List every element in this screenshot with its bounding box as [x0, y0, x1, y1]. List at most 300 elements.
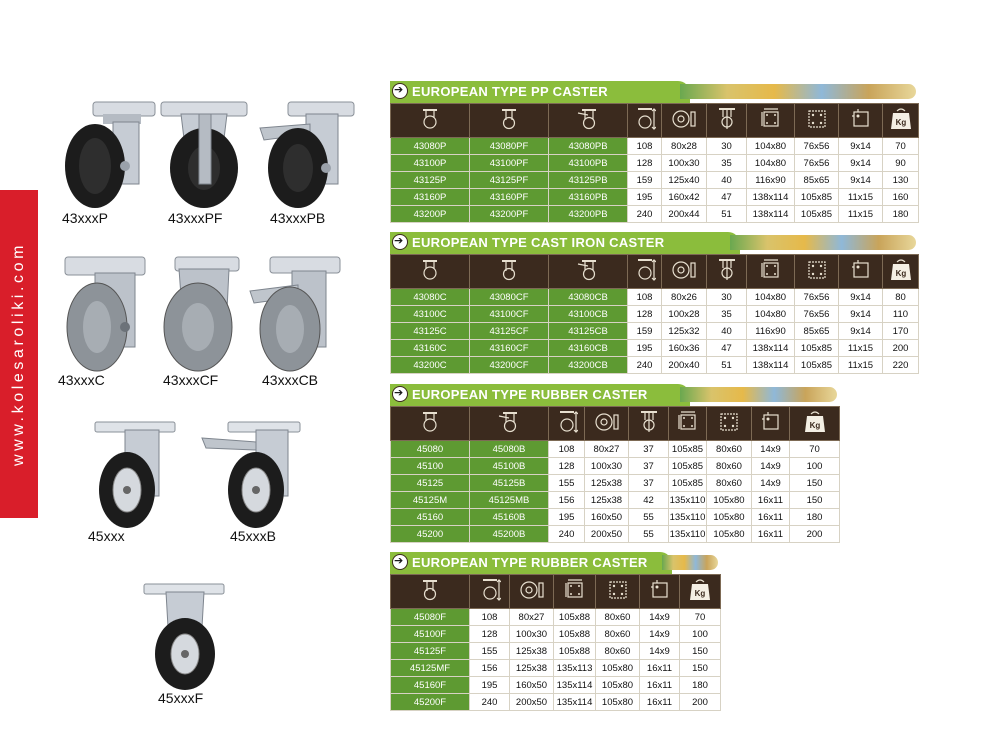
- caster-photo-43xxxCB: [248, 255, 348, 373]
- model-code-cell: 43080PB: [549, 138, 628, 155]
- caster-photo-43xxxPB: [258, 100, 363, 212]
- spec-value-cell: 128: [549, 458, 585, 475]
- spec-value-cell: 135x110: [669, 492, 707, 509]
- brake-caster-icon: [470, 407, 549, 441]
- table-row: [391, 306, 919, 323]
- table-title: EUROPEAN TYPE RUBBER CASTER: [412, 555, 648, 570]
- spec-value-cell: 116x90: [747, 172, 795, 189]
- spec-value-cell: 105x85: [795, 206, 839, 223]
- model-code-cell: 43160PF: [470, 189, 549, 206]
- model-code-cell: 43125CF: [470, 323, 549, 340]
- spec-table-cast-iron-caster: [390, 232, 918, 372]
- spec-value-cell: 104x80: [747, 289, 795, 306]
- spec-value-cell: 105x85: [669, 458, 707, 475]
- spec-value-cell: 125x40: [662, 172, 707, 189]
- table-banner: [390, 384, 839, 406]
- spec-value-cell: 104x80: [747, 138, 795, 155]
- load-kg-icon: [790, 407, 840, 441]
- table-row: [391, 694, 721, 711]
- spec-value-cell: 200x44: [662, 206, 707, 223]
- spec-value-cell: 70: [790, 441, 840, 458]
- fixed-caster-icon: [470, 255, 549, 289]
- spec-value-cell: 150: [790, 475, 840, 492]
- offset-icon: [707, 104, 747, 138]
- model-code-cell: 45125M: [391, 492, 470, 509]
- spec-value-cell: 37: [629, 458, 669, 475]
- caster-photo-43xxxPF: [157, 100, 252, 212]
- arrow-icon: [392, 386, 408, 402]
- spec-value-cell: 80x60: [596, 643, 640, 660]
- spec-value-cell: 51: [707, 206, 747, 223]
- plate-size-icon: [747, 104, 795, 138]
- spec-value-cell: 90: [883, 155, 919, 172]
- spec-value-cell: 125x32: [662, 323, 707, 340]
- model-code-cell: 43125PB: [549, 172, 628, 189]
- spec-value-cell: 105x80: [707, 509, 752, 526]
- spec-value-cell: 16x11: [752, 492, 790, 509]
- model-code-cell: 43160C: [391, 340, 470, 357]
- sidebar-banner: [0, 190, 38, 518]
- spec-value-cell: 9x14: [839, 172, 883, 189]
- model-code-cell: 45160B: [470, 509, 549, 526]
- spec-grid: [390, 103, 919, 223]
- spec-value-cell: 156: [549, 492, 585, 509]
- model-code-cell: 45080B: [470, 441, 549, 458]
- spec-value-cell: 200: [790, 526, 840, 543]
- spec-value-cell: 156: [470, 660, 510, 677]
- table-row: [391, 660, 721, 677]
- spec-value-cell: 55: [629, 509, 669, 526]
- bolt-hole-icon: [640, 575, 680, 609]
- product-label: 43xxxPB: [270, 210, 326, 226]
- model-code-cell: 43080CF: [470, 289, 549, 306]
- model-code-cell: 43200P: [391, 206, 470, 223]
- spec-value-cell: 108: [628, 289, 662, 306]
- table-banner: [390, 81, 918, 103]
- spec-value-cell: 105x80: [596, 694, 640, 711]
- spec-value-cell: 200: [680, 694, 721, 711]
- spec-value-cell: 240: [628, 357, 662, 374]
- model-code-cell: 45080F: [391, 609, 470, 626]
- model-code-cell: 43200CF: [470, 357, 549, 374]
- table-row: [391, 492, 840, 509]
- spec-value-cell: 130: [883, 172, 919, 189]
- hole-spacing-icon: [596, 575, 640, 609]
- model-code-cell: 45160F: [391, 677, 470, 694]
- table-banner: [390, 552, 720, 574]
- spec-value-cell: 37: [629, 441, 669, 458]
- spec-grid: [390, 574, 721, 711]
- spec-value-cell: 150: [680, 643, 721, 660]
- icon-header-row: [391, 407, 840, 441]
- model-code-cell: 43080C: [391, 289, 470, 306]
- spec-value-cell: 160x36: [662, 340, 707, 357]
- model-code-cell: 43160P: [391, 189, 470, 206]
- model-code-cell: 43200PB: [549, 206, 628, 223]
- spec-value-cell: 125x38: [585, 475, 629, 492]
- spec-value-cell: 80x28: [662, 138, 707, 155]
- spec-value-cell: 16x11: [640, 677, 680, 694]
- model-code-cell: 45125MB: [470, 492, 549, 509]
- table-row: [391, 643, 721, 660]
- spec-value-cell: 180: [680, 677, 721, 694]
- spec-value-cell: 100x28: [662, 306, 707, 323]
- svg-text:Kg: Kg: [895, 118, 906, 127]
- caster-photo-43xxxC: [55, 255, 155, 373]
- table-row: [391, 458, 840, 475]
- model-code-cell: 45125F: [391, 643, 470, 660]
- spec-grid: [390, 406, 840, 543]
- spec-value-cell: 135x114: [554, 694, 596, 711]
- wheel-size-icon: [585, 407, 629, 441]
- caster-photo-45xxxF: [138, 582, 233, 692]
- spec-value-cell: 9x14: [839, 138, 883, 155]
- spec-value-cell: 105x88: [554, 609, 596, 626]
- spec-value-cell: 80x60: [707, 441, 752, 458]
- spec-value-cell: 16x11: [752, 509, 790, 526]
- hole-spacing-icon: [707, 407, 752, 441]
- spec-value-cell: 35: [707, 306, 747, 323]
- plate-size-icon: [747, 255, 795, 289]
- model-code-cell: 43080CB: [549, 289, 628, 306]
- spec-value-cell: 100x30: [510, 626, 554, 643]
- spec-value-cell: 9x14: [839, 306, 883, 323]
- model-code-cell: 43100PF: [470, 155, 549, 172]
- height-icon: [628, 255, 662, 289]
- spec-value-cell: 240: [628, 206, 662, 223]
- spec-grid: [390, 254, 919, 374]
- product-label: 43xxxCB: [262, 372, 319, 388]
- spec-value-cell: 160x42: [662, 189, 707, 206]
- load-kg-icon: [883, 104, 919, 138]
- spec-value-cell: 105x85: [795, 340, 839, 357]
- spec-value-cell: 105x88: [554, 643, 596, 660]
- spec-value-cell: 80x60: [596, 626, 640, 643]
- table-row: [391, 172, 919, 189]
- spec-value-cell: 200x50: [510, 694, 554, 711]
- table-title: EUROPEAN TYPE CAST IRON CASTER: [412, 235, 665, 250]
- caster-photo-43xxxCF: [153, 255, 248, 373]
- model-code-cell: 43200CB: [549, 357, 628, 374]
- spec-value-cell: 11x15: [839, 340, 883, 357]
- model-code-cell: 43100P: [391, 155, 470, 172]
- spec-value-cell: 16x11: [640, 660, 680, 677]
- spec-value-cell: 116x90: [747, 323, 795, 340]
- table-row: [391, 155, 919, 172]
- spec-value-cell: 135x110: [669, 509, 707, 526]
- table-row: [391, 609, 721, 626]
- model-code-cell: 43200C: [391, 357, 470, 374]
- website-url: www.kolesaroliki.com: [10, 241, 27, 467]
- model-code-cell: 43200PF: [470, 206, 549, 223]
- spec-value-cell: 11x15: [839, 189, 883, 206]
- table-row: [391, 289, 919, 306]
- spec-value-cell: 170: [883, 323, 919, 340]
- spec-value-cell: 150: [790, 492, 840, 509]
- bolt-hole-icon: [752, 407, 790, 441]
- icon-header-row: [391, 575, 721, 609]
- spec-value-cell: 14x9: [640, 643, 680, 660]
- spec-value-cell: 138x114: [747, 340, 795, 357]
- spec-value-cell: 180: [790, 509, 840, 526]
- spec-value-cell: 105x85: [669, 441, 707, 458]
- caster-photo-43xxxP: [55, 100, 160, 212]
- model-code-cell: 43160CF: [470, 340, 549, 357]
- spec-value-cell: 80x26: [662, 289, 707, 306]
- plate-size-icon: [554, 575, 596, 609]
- fixed-caster-icon: [470, 104, 549, 138]
- arrow-icon: [392, 83, 408, 99]
- spec-value-cell: 9x14: [839, 289, 883, 306]
- table-row: [391, 206, 919, 223]
- spec-value-cell: 195: [470, 677, 510, 694]
- model-code-cell: 45100F: [391, 626, 470, 643]
- spec-value-cell: 9x14: [839, 155, 883, 172]
- spec-value-cell: 138x114: [747, 357, 795, 374]
- spec-value-cell: 125x38: [585, 492, 629, 509]
- spec-value-cell: 14x9: [752, 441, 790, 458]
- spec-value-cell: 14x9: [752, 475, 790, 492]
- bolt-hole-icon: [839, 255, 883, 289]
- spec-value-cell: 11x15: [839, 357, 883, 374]
- spec-value-cell: 76x56: [795, 289, 839, 306]
- spec-value-cell: 135x113: [554, 660, 596, 677]
- spec-value-cell: 80x60: [707, 458, 752, 475]
- model-code-cell: 43125PF: [470, 172, 549, 189]
- spec-value-cell: 16x11: [640, 694, 680, 711]
- spec-value-cell: 100x30: [662, 155, 707, 172]
- icon-header-row: [391, 255, 919, 289]
- fixed-caster-icon: [391, 575, 470, 609]
- brake-caster-icon: [549, 104, 628, 138]
- spec-value-cell: 47: [707, 340, 747, 357]
- spec-value-cell: 105x85: [669, 475, 707, 492]
- spec-value-cell: 108: [549, 441, 585, 458]
- model-code-cell: 45125MF: [391, 660, 470, 677]
- spec-value-cell: 55: [629, 526, 669, 543]
- model-code-cell: 45100B: [470, 458, 549, 475]
- model-code-cell: 45080: [391, 441, 470, 458]
- load-kg-icon: [883, 255, 919, 289]
- spec-value-cell: 14x9: [640, 609, 680, 626]
- wheel-size-icon: [662, 255, 707, 289]
- spec-value-cell: 105x80: [596, 660, 640, 677]
- hole-spacing-icon: [795, 104, 839, 138]
- spec-value-cell: 200x40: [662, 357, 707, 374]
- plate-size-icon: [669, 407, 707, 441]
- model-code-cell: 43100CB: [549, 306, 628, 323]
- svg-text:Kg: Kg: [895, 269, 906, 278]
- spec-value-cell: 11x15: [839, 206, 883, 223]
- spec-value-cell: 135x114: [554, 677, 596, 694]
- table-row: [391, 509, 840, 526]
- model-code-cell: 45200F: [391, 694, 470, 711]
- spec-table-rubber-caster-fixed: [390, 552, 720, 710]
- spec-value-cell: 180: [883, 206, 919, 223]
- spec-value-cell: 105x80: [596, 677, 640, 694]
- spec-value-cell: 105x85: [795, 357, 839, 374]
- spec-value-cell: 14x9: [640, 626, 680, 643]
- svg-text:Kg: Kg: [694, 589, 706, 598]
- spec-value-cell: 159: [628, 172, 662, 189]
- spec-value-cell: 80x60: [596, 609, 640, 626]
- spec-value-cell: 70: [680, 609, 721, 626]
- table-row: [391, 441, 840, 458]
- spec-value-cell: 37: [629, 475, 669, 492]
- swivel-caster-icon: [391, 407, 470, 441]
- table-row: [391, 189, 919, 206]
- product-label: 45xxxF: [158, 690, 204, 706]
- swivel-caster-icon: [391, 255, 470, 289]
- icon-header-row: [391, 104, 919, 138]
- spec-value-cell: 35: [707, 155, 747, 172]
- model-code-cell: 43080PF: [470, 138, 549, 155]
- spec-value-cell: 80x60: [707, 475, 752, 492]
- spec-value-cell: 128: [628, 155, 662, 172]
- spec-value-cell: 135x110: [669, 526, 707, 543]
- spec-value-cell: 195: [549, 509, 585, 526]
- model-code-cell: 43100PB: [549, 155, 628, 172]
- spec-value-cell: 105x85: [795, 189, 839, 206]
- model-code-cell: 45100: [391, 458, 470, 475]
- hole-spacing-icon: [795, 255, 839, 289]
- table-row: [391, 357, 919, 374]
- arrow-icon: [392, 554, 408, 570]
- product-label: 45xxx: [88, 528, 125, 544]
- spec-value-cell: 128: [628, 306, 662, 323]
- model-code-cell: 45160: [391, 509, 470, 526]
- swivel-caster-icon: [391, 104, 470, 138]
- svg-text:Kg: Kg: [809, 421, 820, 430]
- table-banner: [390, 232, 918, 254]
- spec-value-cell: 200x50: [585, 526, 629, 543]
- spec-value-cell: 70: [883, 138, 919, 155]
- spec-value-cell: 195: [628, 189, 662, 206]
- model-code-cell: 43160PB: [549, 189, 628, 206]
- spec-value-cell: 16x11: [752, 526, 790, 543]
- height-icon: [549, 407, 585, 441]
- spec-value-cell: 108: [628, 138, 662, 155]
- spec-value-cell: 76x56: [795, 306, 839, 323]
- spec-value-cell: 128: [470, 626, 510, 643]
- spec-value-cell: 104x80: [747, 306, 795, 323]
- spec-value-cell: 85x65: [795, 323, 839, 340]
- table-title: EUROPEAN TYPE RUBBER CASTER: [412, 387, 648, 402]
- spec-value-cell: 105x80: [707, 526, 752, 543]
- spec-value-cell: 76x56: [795, 155, 839, 172]
- model-code-cell: 45125B: [470, 475, 549, 492]
- spec-value-cell: 100: [680, 626, 721, 643]
- spec-value-cell: 108: [470, 609, 510, 626]
- spec-value-cell: 80x27: [585, 441, 629, 458]
- spec-value-cell: 105x80: [707, 492, 752, 509]
- spec-value-cell: 200: [883, 340, 919, 357]
- caster-photo-45xxxB: [200, 420, 305, 532]
- table-row: [391, 526, 840, 543]
- spec-value-cell: 76x56: [795, 138, 839, 155]
- table-row: [391, 138, 919, 155]
- offset-icon: [707, 255, 747, 289]
- spec-value-cell: 155: [549, 475, 585, 492]
- spec-value-cell: 51: [707, 357, 747, 374]
- spec-table-rubber-caster: [390, 384, 839, 542]
- table-row: [391, 677, 721, 694]
- spec-value-cell: 40: [707, 323, 747, 340]
- spec-value-cell: 40: [707, 172, 747, 189]
- spec-value-cell: 160x50: [510, 677, 554, 694]
- table-title: EUROPEAN TYPE PP CASTER: [412, 84, 608, 99]
- model-code-cell: 43100CF: [470, 306, 549, 323]
- model-code-cell: 43125CB: [549, 323, 628, 340]
- table-row: [391, 475, 840, 492]
- spec-value-cell: 100x30: [585, 458, 629, 475]
- model-code-cell: 45200: [391, 526, 470, 543]
- spec-value-cell: 138x114: [747, 206, 795, 223]
- height-icon: [628, 104, 662, 138]
- spec-value-cell: 30: [707, 289, 747, 306]
- spec-value-cell: 110: [883, 306, 919, 323]
- spec-value-cell: 240: [470, 694, 510, 711]
- table-row: [391, 323, 919, 340]
- model-code-cell: 43100C: [391, 306, 470, 323]
- arrow-icon: [392, 234, 408, 250]
- table-row: [391, 626, 721, 643]
- model-code-cell: 45200B: [470, 526, 549, 543]
- height-icon: [470, 575, 510, 609]
- product-label: 43xxxP: [62, 210, 108, 226]
- spec-value-cell: 14x9: [752, 458, 790, 475]
- spec-value-cell: 104x80: [747, 155, 795, 172]
- spec-value-cell: 125x38: [510, 643, 554, 660]
- model-code-cell: 43160CB: [549, 340, 628, 357]
- spec-value-cell: 30: [707, 138, 747, 155]
- table-row: [391, 340, 919, 357]
- spec-value-cell: 47: [707, 189, 747, 206]
- spec-value-cell: 160x50: [585, 509, 629, 526]
- product-label: 43xxxC: [58, 372, 105, 388]
- offset-icon: [629, 407, 669, 441]
- spec-value-cell: 80: [883, 289, 919, 306]
- brake-caster-icon: [549, 255, 628, 289]
- spec-value-cell: 85x65: [795, 172, 839, 189]
- model-code-cell: 45125: [391, 475, 470, 492]
- spec-value-cell: 138x114: [747, 189, 795, 206]
- spec-value-cell: 105x88: [554, 626, 596, 643]
- model-code-cell: 43125P: [391, 172, 470, 189]
- spec-value-cell: 150: [680, 660, 721, 677]
- load-kg-icon: [680, 575, 721, 609]
- spec-value-cell: 159: [628, 323, 662, 340]
- spec-value-cell: 220: [883, 357, 919, 374]
- product-label: 43xxxCF: [163, 372, 219, 388]
- spec-value-cell: 125x38: [510, 660, 554, 677]
- model-code-cell: 43125C: [391, 323, 470, 340]
- model-code-cell: 43080P: [391, 138, 470, 155]
- spec-value-cell: 9x14: [839, 323, 883, 340]
- spec-table-pp-caster: [390, 81, 918, 221]
- bolt-hole-icon: [839, 104, 883, 138]
- spec-value-cell: 240: [549, 526, 585, 543]
- spec-value-cell: 155: [470, 643, 510, 660]
- wheel-size-icon: [662, 104, 707, 138]
- product-label: 45xxxB: [230, 528, 276, 544]
- caster-photo-45xxx: [85, 420, 185, 532]
- wheel-size-icon: [510, 575, 554, 609]
- spec-value-cell: 100: [790, 458, 840, 475]
- spec-value-cell: 42: [629, 492, 669, 509]
- spec-value-cell: 160: [883, 189, 919, 206]
- spec-value-cell: 195: [628, 340, 662, 357]
